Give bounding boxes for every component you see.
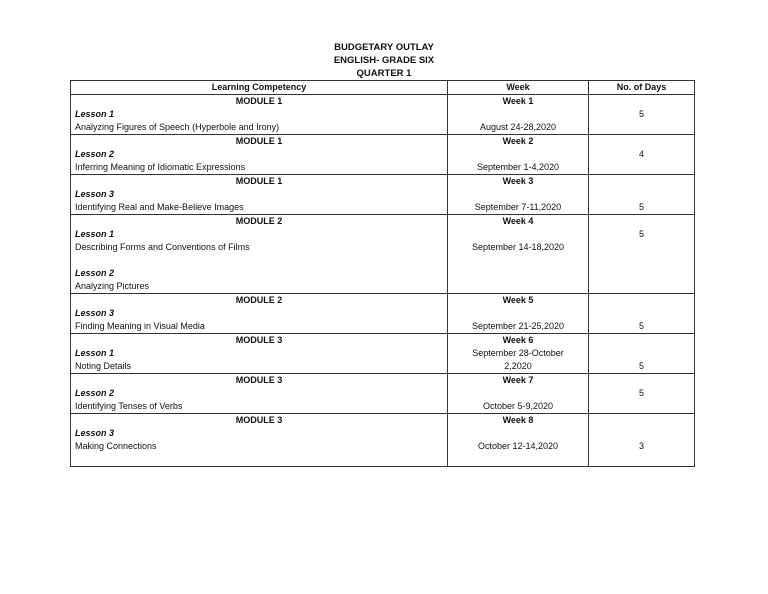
- days-cell: [589, 294, 695, 334]
- table-header-row: [71, 81, 695, 95]
- week-label: Week 2: [502, 136, 534, 146]
- title-line-1: BUDGETARY OUTLAY: [334, 42, 434, 53]
- days-cell: [589, 414, 695, 467]
- days-value: 5: [638, 321, 644, 331]
- days-value: 5: [638, 388, 644, 398]
- days-value: 5: [638, 202, 644, 212]
- lesson-label: Lesson 1: [75, 229, 115, 239]
- lesson-label: Lesson 2: [75, 268, 115, 278]
- days-cell: [589, 334, 695, 374]
- module-label: MODULE 1: [235, 136, 283, 146]
- table-row: [71, 374, 695, 414]
- title-line-2: ENGLISH- GRADE SIX: [333, 55, 435, 66]
- days-value: 4: [638, 149, 644, 159]
- module-label: MODULE 2: [235, 216, 283, 226]
- table-row: [71, 215, 695, 294]
- module-label: MODULE 1: [235, 176, 283, 186]
- competency-cell: [71, 334, 448, 374]
- document-title: [0, 41, 768, 80]
- lesson-title: Identifying Tenses of Verbs: [75, 401, 183, 411]
- week-cell: [448, 95, 589, 135]
- competency-cell: [71, 374, 448, 414]
- week-cell: [448, 374, 589, 414]
- module-label: MODULE 1: [235, 96, 283, 106]
- lesson-title: Noting Details: [75, 361, 132, 371]
- week-label: Week 5: [502, 295, 534, 305]
- week-cell: [448, 215, 589, 294]
- competency-cell: [71, 175, 448, 215]
- lesson-title: Analyzing Pictures: [75, 281, 150, 291]
- week-label: Week 6: [502, 335, 534, 345]
- week-dates: September 14-18,2020: [471, 242, 565, 252]
- week-label: Week 1: [502, 96, 534, 106]
- lesson-label: Lesson 1: [75, 348, 115, 358]
- table-row: [71, 95, 695, 135]
- module-label: MODULE 2: [235, 295, 283, 305]
- week-dates-line-2: 2,2020: [504, 361, 532, 371]
- lesson-title: Analyzing Figures of Speech (Hyperbole and Irony): [75, 122, 280, 132]
- week-cell: [448, 334, 589, 374]
- week-label: Week 3: [502, 176, 534, 186]
- lesson-label: Lesson 3: [75, 308, 115, 318]
- header-learning-competency: Learning Competency: [71, 81, 448, 95]
- table-row: [71, 334, 695, 374]
- days-value: 5: [638, 229, 644, 239]
- lesson-title: Identifying Real and Make-Believe Images: [75, 202, 244, 212]
- competency-cell: [71, 294, 448, 334]
- competency-cell: [71, 215, 448, 294]
- week-cell: [448, 175, 589, 215]
- lesson-label: Lesson 3: [75, 428, 115, 438]
- lesson-title: Finding Meaning in Visual Media: [75, 321, 205, 331]
- week-cell: [448, 294, 589, 334]
- week-dates: October 5-9,2020: [482, 401, 554, 411]
- lesson-title: Making Connections: [75, 441, 157, 451]
- competency-cell: [71, 135, 448, 175]
- module-label: MODULE 3: [235, 415, 283, 425]
- table-row: [71, 294, 695, 334]
- table-row: [71, 175, 695, 215]
- header-week: Week: [448, 81, 589, 95]
- module-label: MODULE 3: [235, 335, 283, 345]
- days-value: 5: [638, 109, 644, 119]
- days-value: 3: [638, 441, 644, 451]
- week-cell: [448, 414, 589, 467]
- week-dates: September 1-4,2020: [476, 162, 560, 172]
- competency-cell: [71, 414, 448, 467]
- module-label: MODULE 3: [235, 375, 283, 385]
- days-cell: [589, 135, 695, 175]
- week-dates: October 12-14,2020: [477, 441, 559, 451]
- lesson-title: Describing Forms and Conventions of Films: [75, 242, 250, 252]
- table-row: [71, 414, 695, 467]
- week-dates-line-1: September 28-October: [472, 348, 564, 358]
- days-cell: [589, 215, 695, 294]
- lesson-label: Lesson 3: [75, 189, 115, 199]
- week-cell: [448, 135, 589, 175]
- lesson-label: Lesson 1: [75, 109, 115, 119]
- header-no-of-days: No. of Days: [589, 81, 695, 95]
- lesson-title: Inferring Meaning of Idiomatic Expressions: [75, 162, 246, 172]
- week-dates: September 21-25,2020: [471, 321, 565, 331]
- week-dates: August 24-28,2020: [479, 122, 557, 132]
- table-row: [71, 135, 695, 175]
- title-line-3: QUARTER 1: [356, 68, 412, 79]
- week-label: Week 8: [502, 415, 534, 425]
- lesson-label: Lesson 2: [75, 388, 115, 398]
- week-dates: September 7-11,2020: [474, 202, 562, 212]
- week-label: Week 7: [502, 375, 534, 385]
- budgetary-outlay-table: [70, 80, 695, 467]
- lesson-label: Lesson 2: [75, 149, 115, 159]
- days-value: 5: [638, 361, 644, 371]
- days-cell: [589, 95, 695, 135]
- week-label: Week 4: [502, 216, 534, 226]
- competency-cell: [71, 95, 448, 135]
- days-cell: [589, 175, 695, 215]
- days-cell: [589, 374, 695, 414]
